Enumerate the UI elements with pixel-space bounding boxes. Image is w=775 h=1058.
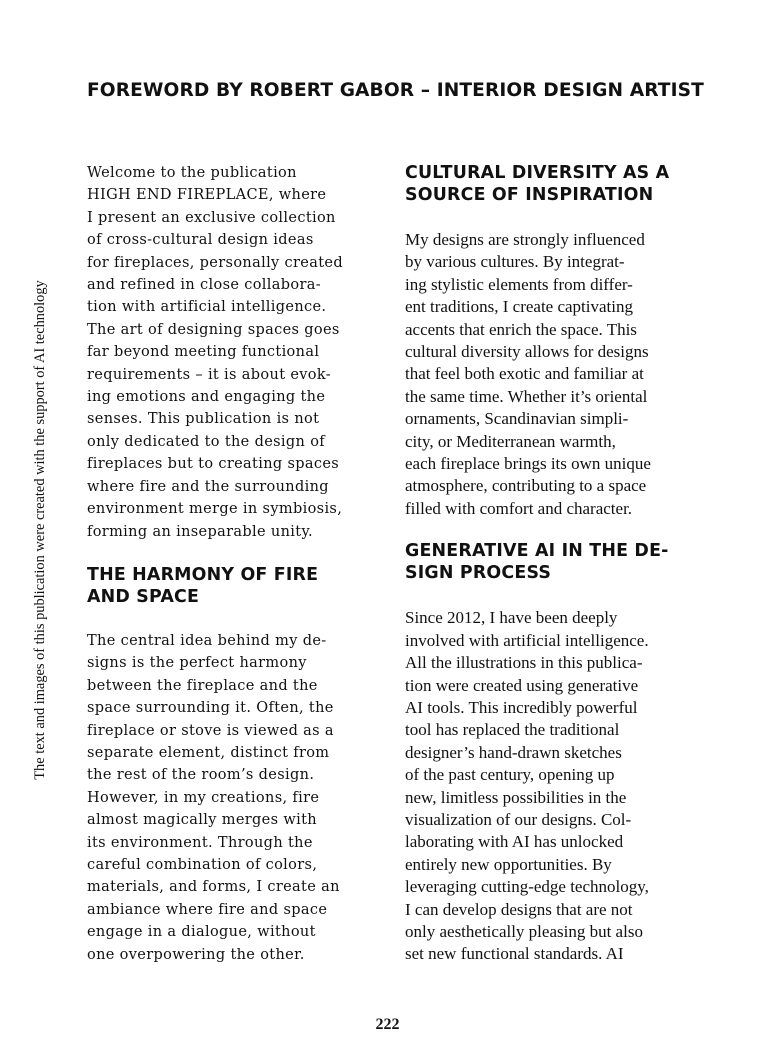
section-heading-generative-ai: GENERATIVE AI IN THE DE- SIGN PROCESS: [405, 541, 669, 584]
left-column: [87, 162, 377, 966]
section-heading-harmony: THE HARMONY OF FIRE AND SPACE: [87, 564, 319, 607]
section-heading-cultural-diversity: CULTURAL DIVERSITY AS A SOURCE OF INSPIRATION: [405, 163, 670, 205]
page-title: FOREWORD BY ROBERT GABOR – INTERIOR DESIGN ARTIST: [87, 80, 704, 101]
generative-ai-paragraph: Since 2012, I have been deeply involved with artificial intelligence. All the illustrations in this publica- tion were created using generative AI tools. This incredibly powerful tool has replaced the traditional designer’s hand-drawn sketches of the past century, opening up new, limitless possibilities in the visualization of our designs. Col- laborating with AI has unlocked entirely new opportunities. By leveraging cutting-edge technology, I can develop designs that are not only aesthetically pleasing but also set new functional standards. AI: [405, 608, 649, 964]
page-number: 222: [375, 1016, 400, 1033]
harmony-paragraph: The central idea behind my de- signs is the perfect harmony between the fireplace and the space surrounding it. Often, the fireplace or stove is viewed as a separate element, distinct from the rest of the room’s design. However, in my creations, fire almost magically merges with its environment. Through the careful combination of colors, materials, and forms, I create an ambiance where fire and space engage in a dialogue, without one overpowering the other.: [87, 632, 340, 963]
right-column: [405, 162, 695, 966]
intro-paragraph: Welcome to the publication HIGH END FIREPLACE, where I present an exclusive collection of cross-cultural design ideas for fireplaces, personally created and refined in close collabora- tion with artificial intelligence. The art of designing spaces goes far beyond meeting functional requirements – it is about evok- ing emotions and engaging the senses. This publication is not only dedicated to the design of fireplaces but to creating spaces where fire and the surrounding environment merge in symbiosis, forming an inseparable unity.: [87, 165, 343, 540]
cultural-diversity-paragraph: My designs are strongly influenced by various cultures. By integrat- ing stylistic elements from differ- ent traditions, I create captivating accents that enrich the space. This cultural diversity allows for designs that feel both exotic and familiar at the same time. Whether it’s oriental ornaments, Scandinavian simpli- city, or Mediterranean warmth, each fireplace brings its own unique atmosphere, contributing to a space filled with comfort and character.: [405, 230, 651, 518]
ai-disclaimer-note: The text and images of this publication were created with the support of AI technology: [32, 280, 48, 780]
